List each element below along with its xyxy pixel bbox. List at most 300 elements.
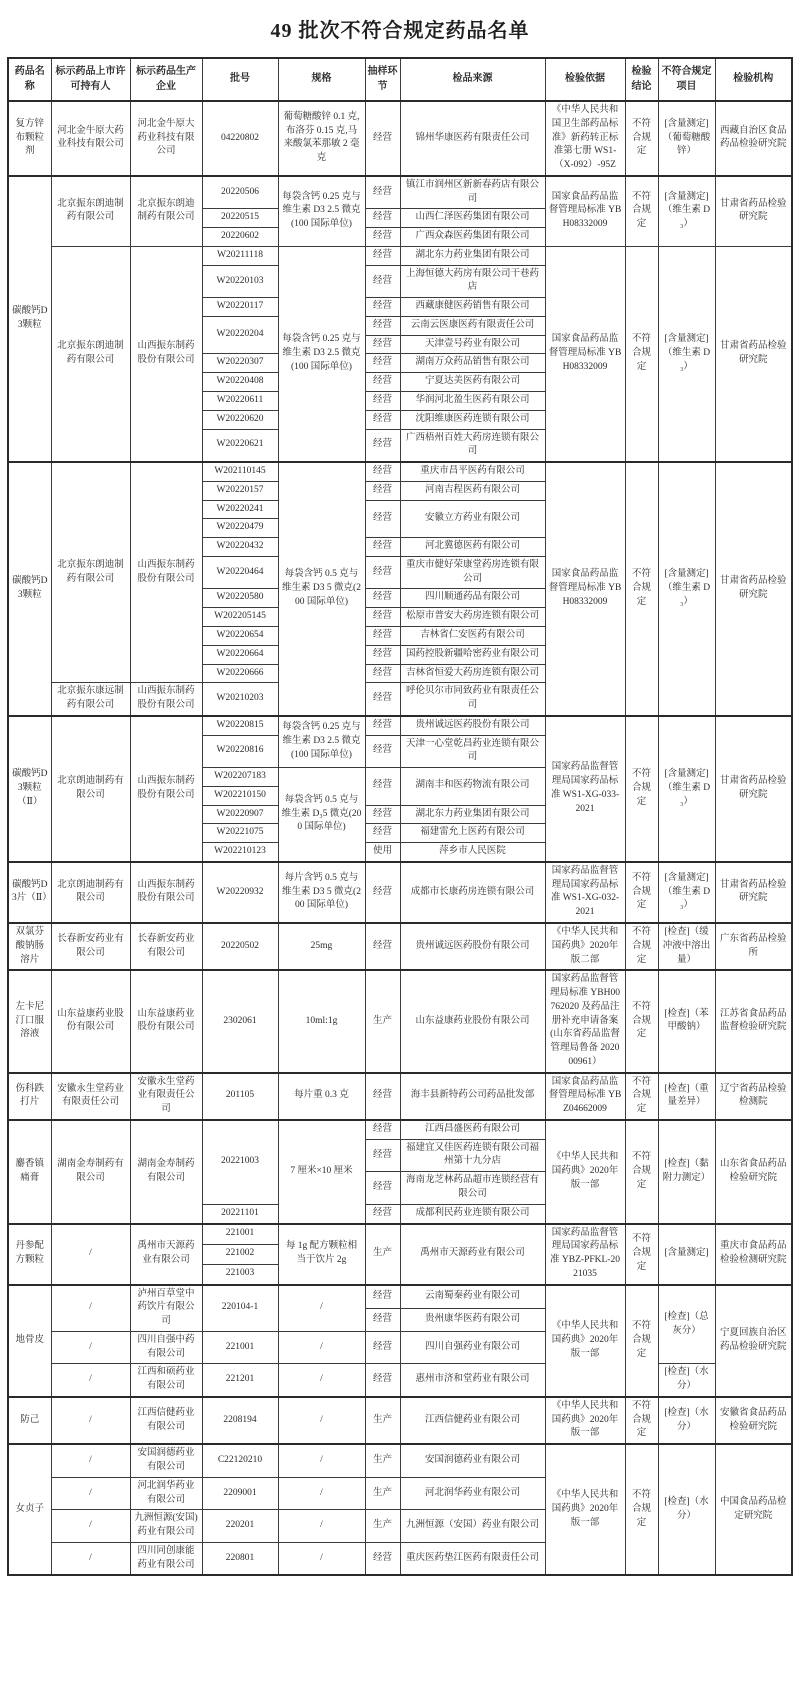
table-cell: 北京朗迪制药有限公司 — [51, 862, 130, 923]
table-cell: 经营 — [365, 481, 400, 500]
table-cell: 《中华人民共和国药典》2020年版二部 — [545, 923, 625, 970]
table-cell: W20220611 — [202, 392, 278, 411]
table-cell: 经营 — [365, 862, 400, 923]
table-cell: [含量测定]（维生素 D₃） — [658, 462, 715, 716]
table-cell: W20220103 — [202, 265, 278, 298]
table-cell: W20210203 — [202, 683, 278, 716]
table-cell: 04220802 — [202, 101, 278, 176]
table-cell: W20220666 — [202, 664, 278, 683]
table-row — [8, 1285, 792, 1309]
table-cell: 山东益康药业股份有限公司 — [130, 970, 202, 1072]
table-cell: 重庆市健好荣康堂药房连锁有限公司 — [400, 556, 545, 589]
table-cell: 丹参配方颗粒 — [8, 1224, 51, 1285]
table-cell: 左卡尼汀口服溶液 — [8, 970, 51, 1072]
table-cell: 长春新安药业有限公司 — [51, 923, 130, 970]
table-cell: 碳酸钙D3颗粒（Ⅱ） — [8, 716, 51, 862]
table-cell: [含量测定]（维生素 D₃） — [658, 176, 715, 247]
table-cell: [含量测定]（维生素 D₃） — [658, 716, 715, 862]
table-cell: 经营 — [365, 805, 400, 824]
table-cell: 女贞子 — [8, 1444, 51, 1575]
table-cell: 每片含钙 0.5 克与维生素 D3 5 微克(200 国际单位) — [278, 862, 365, 923]
page-bottom-margin — [0, 1576, 800, 1616]
table-row — [8, 176, 792, 209]
table-cell: [含量测定]（维生素 D₃） — [658, 862, 715, 923]
table-cell: 生产 — [365, 970, 400, 1072]
table-cell: 宁夏达美医药有限公司 — [400, 373, 545, 392]
table-cell: W20221075 — [202, 824, 278, 843]
table-cell: 禹州市天源药业有限公司 — [400, 1224, 545, 1285]
table-cell: 安徽永生堂药业有限责任公司 — [51, 1073, 130, 1120]
table-cell: 经营 — [365, 1308, 400, 1331]
table-cell: [含量测定] — [658, 1224, 715, 1285]
table-cell: 生产 — [365, 1224, 400, 1285]
table-cell: W20220479 — [202, 519, 278, 538]
table-cell: 经营 — [365, 1364, 400, 1397]
column-header-9: 检验结论 — [625, 58, 658, 101]
table-cell: W20220907 — [202, 805, 278, 824]
table-cell: 镇江市润州区新新春药店有限公司 — [400, 176, 545, 209]
table-cell: 20220506 — [202, 176, 278, 209]
table-cell: 伤科跌打片 — [8, 1073, 51, 1120]
table-cell: 重庆医药垫江医药有限责任公司 — [400, 1542, 545, 1575]
table-cell: 麝香镇痛膏 — [8, 1120, 51, 1224]
table-cell: [检查]（重量差异） — [658, 1073, 715, 1120]
table-cell: / — [278, 1477, 365, 1510]
table-cell: 国家药品监督管理局国家药品标准 YBZ-PFKL-2021035 — [545, 1224, 625, 1285]
table-cell: [检查]（水分） — [658, 1397, 715, 1444]
column-header-11: 检验机构 — [715, 58, 792, 101]
table-cell: 湖北东力药业集团有限公司 — [400, 805, 545, 824]
table-cell: / — [51, 1510, 130, 1543]
table-cell: W20220620 — [202, 410, 278, 429]
table-cell: 山东益康药业股份有限公司 — [400, 970, 545, 1072]
table-cell: 国家食品药品监督管理局标准 YBH08332009 — [545, 462, 625, 716]
table-cell: 经营 — [365, 354, 400, 373]
table-cell: 经营 — [365, 768, 400, 806]
table-cell: 复方锌布颗粒剂 — [8, 101, 51, 176]
table-cell: W202205145 — [202, 608, 278, 627]
table-cell: W20220307 — [202, 354, 278, 373]
table-cell: 每袋含钙 0.25 克与维生素 D3 2.5 微克(100 国际单位) — [278, 176, 365, 247]
table-cell: 云南蜀秦药业有限公司 — [400, 1285, 545, 1309]
table-cell: 北京朗迪制药有限公司 — [51, 716, 130, 862]
table-row — [8, 1224, 792, 1245]
table-cell: 每袋含钙 0.5 克与维生素 D₃5 微克(200 国际单位) — [278, 768, 365, 862]
table-cell: 经营 — [365, 1172, 400, 1205]
table-row — [8, 101, 792, 176]
table-cell: 湖南金寿制药有限公司 — [130, 1120, 202, 1224]
table-cell: W20220664 — [202, 645, 278, 664]
table-cell: 不符合规定 — [625, 176, 658, 247]
table-cell: / — [51, 1444, 130, 1477]
table-cell: 湖南金寿制药有限公司 — [51, 1120, 130, 1224]
column-header-6: 抽样环节 — [365, 58, 400, 101]
table-cell: 221003 — [202, 1264, 278, 1285]
table-cell: 经营 — [365, 645, 400, 664]
table-cell: W20220464 — [202, 556, 278, 589]
table-cell: 生产 — [365, 1477, 400, 1510]
table-cell: 云南云医康医药有限责任公司 — [400, 316, 545, 335]
table-cell: 碳酸钙D3颗粒 — [8, 462, 51, 716]
table-cell: 呼伦贝尔市同致药业有限责任公司 — [400, 683, 545, 716]
table-cell: 山西振东制药股份有限公司 — [130, 683, 202, 716]
table-cell: 25mg — [278, 923, 365, 970]
table-cell: 经营 — [365, 209, 400, 228]
table-cell: 不符合规定 — [625, 716, 658, 862]
table-cell: / — [51, 1542, 130, 1575]
table-cell: W20220241 — [202, 500, 278, 519]
table-cell: 不符合规定 — [625, 862, 658, 923]
table-cell: W202207183 — [202, 768, 278, 787]
table-cell: 经营 — [365, 626, 400, 645]
table-cell: 山西仁泽医药集团有限公司 — [400, 209, 545, 228]
header-row — [8, 58, 792, 101]
table-cell: 经营 — [365, 683, 400, 716]
table-cell: 江西和硕药业有限公司 — [130, 1364, 202, 1397]
table-row — [8, 1364, 792, 1397]
table-row — [8, 246, 792, 265]
table-cell: 2302061 — [202, 970, 278, 1072]
table-cell: 201105 — [202, 1073, 278, 1120]
table-cell: 安国润德药业有限公司 — [130, 1444, 202, 1477]
table-cell: W20220117 — [202, 298, 278, 317]
table-cell: 221001 — [202, 1224, 278, 1245]
table-row — [8, 970, 792, 1072]
table-cell: 经营 — [365, 246, 400, 265]
table-cell: 使用 — [365, 843, 400, 862]
table-cell: 四川自强中药有限公司 — [130, 1331, 202, 1364]
table-cell: 经营 — [365, 1139, 400, 1172]
table-cell: W20220204 — [202, 316, 278, 354]
table-cell: 双氯芬酸钠肠溶片 — [8, 923, 51, 970]
table-cell: 不符合规定 — [625, 101, 658, 176]
table-cell: 经营 — [365, 1073, 400, 1120]
table-row — [8, 462, 792, 481]
table-row — [8, 923, 792, 970]
table-cell: / — [278, 1397, 365, 1444]
table-cell: / — [51, 1397, 130, 1444]
table-cell: 20221003 — [202, 1120, 278, 1204]
table-cell: / — [51, 1285, 130, 1332]
table-cell: 经营 — [365, 392, 400, 411]
table-cell: 山西振东制药股份有限公司 — [130, 716, 202, 862]
table-cell: [含量测定]（葡萄糖酸锌） — [658, 101, 715, 176]
table-cell: 经营 — [365, 228, 400, 247]
table-cell: W20220157 — [202, 481, 278, 500]
table-cell: 不符合规定 — [625, 970, 658, 1072]
table-cell: / — [51, 1364, 130, 1397]
table-cell: 天津壹号药业有限公司 — [400, 335, 545, 354]
table-cell: 每袋含钙 0.5 克与维生素 D3 5 微克(200 国际单位) — [278, 462, 365, 716]
column-header-10: 不符合规定项目 — [658, 58, 715, 101]
table-cell: 河北冀德医药有限公司 — [400, 538, 545, 557]
table-cell: 国家食品药品监督管理局标准 YBH08332009 — [545, 176, 625, 247]
table-cell: W20211118 — [202, 246, 278, 265]
table-cell: 泸州百草堂中药饮片有限公司 — [130, 1285, 202, 1332]
table-cell: 松原市普安大药房连锁有限公司 — [400, 608, 545, 627]
table-cell: 不符合规定 — [625, 1285, 658, 1397]
table-cell: 国家食品药品监督管理局标准 YBH08332009 — [545, 246, 625, 462]
column-header-8: 检验依据 — [545, 58, 625, 101]
table-cell: 九洲恒源（安国）药业有限公司 — [400, 1510, 545, 1543]
table-cell: [检查]（苯甲酸钠） — [658, 970, 715, 1072]
table-cell: 西藏自治区食品药品检验研究院 — [715, 101, 792, 176]
table-cell: 安国润德药业有限公司 — [400, 1444, 545, 1477]
table-cell: W20220580 — [202, 589, 278, 608]
table-cell: 每袋含钙 0.25 克与维生素 D3 2.5 微克(100 国际单位) — [278, 716, 365, 768]
table-cell: 经营 — [365, 1542, 400, 1575]
table-row — [8, 862, 792, 923]
table-cell: 不符合规定 — [625, 1073, 658, 1120]
table-cell: 经营 — [365, 923, 400, 970]
table-cell: 经营 — [365, 410, 400, 429]
table-cell: 成都市长康药房连锁有限公司 — [400, 862, 545, 923]
table-cell: 安徽省食品药品检验研究院 — [715, 1397, 792, 1444]
table-cell: 2208194 — [202, 1397, 278, 1444]
table-body — [8, 101, 792, 1575]
table-cell: W20220408 — [202, 373, 278, 392]
table-cell: 华润河北盈生医药有限公司 — [400, 392, 545, 411]
table-cell: 不符合规定 — [625, 1224, 658, 1285]
table-cell: [含量测定]（维生素 D₃） — [658, 246, 715, 462]
table-cell: 天津一心堂乾昌药业连锁有限公司 — [400, 735, 545, 768]
table-cell: W20220932 — [202, 862, 278, 923]
table-cell: W20220816 — [202, 735, 278, 768]
column-header-1: 药品名称 — [8, 58, 51, 101]
table-cell: 安徽立方药业有限公司 — [400, 500, 545, 538]
table-cell: 221001 — [202, 1331, 278, 1364]
table-cell: 220801 — [202, 1542, 278, 1575]
table-cell: 甘肃省药品检验研究院 — [715, 716, 792, 862]
table-cell: 经营 — [365, 1331, 400, 1364]
table-cell: 不符合规定 — [625, 923, 658, 970]
table-cell: 广西梧州百姓大药房连锁有限公司 — [400, 429, 545, 462]
table-cell: 河北金牛原大药业科技有限公司 — [130, 101, 202, 176]
table-cell: / — [51, 1477, 130, 1510]
table-cell: 每片重 0.3 克 — [278, 1073, 365, 1120]
table-cell: 河北润华药业有限公司 — [400, 1477, 545, 1510]
table-cell: [检查]（水分） — [658, 1444, 715, 1575]
table-cell: / — [51, 1224, 130, 1285]
table-row — [8, 1120, 792, 1139]
table-cell: 国家药品监督管理局标准 YBH00762020 及药品注册补充申请备案(山东省药品监督管理局鲁备 202000961） — [545, 970, 625, 1072]
table-cell: 20220515 — [202, 209, 278, 228]
table-cell: 碳酸钙D3颗粒 — [8, 176, 51, 462]
table-cell: 重庆市食品药品检验检测研究院 — [715, 1224, 792, 1285]
table-cell: 惠州市济和堂药业有限公司 — [400, 1364, 545, 1397]
table-cell: 北京振东朗迪制药有限公司 — [51, 246, 130, 462]
table-cell: 山东省食品药品检验研究院 — [715, 1120, 792, 1224]
column-header-2: 标示药品上市许可持有人 — [51, 58, 130, 101]
table-cell: 江西昌盛医药有限公司 — [400, 1120, 545, 1139]
table-cell: 萍乡市人民医院 — [400, 843, 545, 862]
table-cell: 不符合规定 — [625, 246, 658, 462]
table-cell: 经营 — [365, 1204, 400, 1223]
table-cell: 《中华人民共和国药典》2020年版一部 — [545, 1285, 625, 1397]
table-cell: 《中华人民共和国卫生部药品标准》新药转正标准第七册 WS1-（X-092）-95Z — [545, 101, 625, 176]
drug-noncompliance-table — [7, 57, 793, 1576]
table-cell: W20220432 — [202, 538, 278, 557]
table-cell: 河北润华药业有限公司 — [130, 1477, 202, 1510]
table-cell: / — [278, 1331, 365, 1364]
table-cell: W202210123 — [202, 843, 278, 862]
table-cell: 吉林省恒爱大药房连锁有限公司 — [400, 664, 545, 683]
table-cell: 甘肃省药品检验研究院 — [715, 176, 792, 247]
table-cell: [检查]（黏附力测定） — [658, 1120, 715, 1224]
table-cell: / — [278, 1510, 365, 1543]
table-cell: 吉林省仁安医药有限公司 — [400, 626, 545, 645]
table-cell: 220201 — [202, 1510, 278, 1543]
table-cell: 山西振东制药股份有限公司 — [130, 246, 202, 462]
table-cell: 碳酸钙D3片（Ⅱ） — [8, 862, 51, 923]
table-cell: 20220502 — [202, 923, 278, 970]
table-cell: 沈阳维康医药连锁有限公司 — [400, 410, 545, 429]
table-cell: [检查]（水分） — [658, 1364, 715, 1397]
table-cell: 成都利民药业连锁有限公司 — [400, 1204, 545, 1223]
table-cell: 生产 — [365, 1510, 400, 1543]
table-cell: 防己 — [8, 1397, 51, 1444]
table-cell: 经营 — [365, 335, 400, 354]
table-cell: 宁夏回族自治区药品检验研究院 — [715, 1285, 792, 1397]
table-cell: 山西振东制药股份有限公司 — [130, 462, 202, 683]
table-cell: 经营 — [365, 373, 400, 392]
table-cell: 221201 — [202, 1364, 278, 1397]
table-cell: 西藏康健医药销售有限公司 — [400, 298, 545, 317]
table-cell: 《中华人民共和国药典》2020年版一部 — [545, 1444, 625, 1575]
table-cell: W202210150 — [202, 786, 278, 805]
table-cell: 海南龙芝林药品超市连锁经营有限公司 — [400, 1172, 545, 1205]
table-cell: 湖南万众药品销售有限公司 — [400, 354, 545, 373]
table-cell: 经营 — [365, 735, 400, 768]
table-cell: / — [278, 1542, 365, 1575]
table-cell: 不符合规定 — [625, 462, 658, 716]
table-cell: 不符合规定 — [625, 1444, 658, 1575]
table-cell: 江西信健药业有限公司 — [130, 1397, 202, 1444]
table-cell: W20220654 — [202, 626, 278, 645]
table-cell: 地骨皮 — [8, 1285, 51, 1397]
table-cell: 221002 — [202, 1244, 278, 1264]
table-cell: / — [278, 1444, 365, 1477]
page-title: 49 批次不符合规定药品名单 — [270, 20, 530, 42]
table-cell: 北京振东朗迪制药有限公司 — [51, 462, 130, 683]
table-cell: 经营 — [365, 589, 400, 608]
table-cell: [检查]（总灰分） — [658, 1285, 715, 1364]
table-cell: 广东省药品检验所 — [715, 923, 792, 970]
table-cell: / — [278, 1364, 365, 1397]
table-cell: 海丰县新特药公司药品批发部 — [400, 1073, 545, 1120]
table-cell: 经营 — [365, 556, 400, 589]
table-cell: 220104-1 — [202, 1285, 278, 1332]
table-cell: 河南吉程医药有限公司 — [400, 481, 545, 500]
table-cell: 不符合规定 — [625, 1120, 658, 1224]
table-cell: 锦州华康医药有限责任公司 — [400, 101, 545, 176]
table-cell: 《中华人民共和国药典》2020年版一部 — [545, 1397, 625, 1444]
table-cell: 贵州诚远医药股份有限公司 — [400, 716, 545, 735]
table-cell: 山西振东制药股份有限公司 — [130, 862, 202, 923]
table-cell: 广西众森医药集团有限公司 — [400, 228, 545, 247]
table-cell: 经营 — [365, 298, 400, 317]
column-header-5: 规格 — [278, 58, 365, 101]
table-cell: 20220602 — [202, 228, 278, 247]
table-cell: 北京振东朗迪制药有限公司 — [51, 176, 130, 247]
table-row — [8, 716, 792, 735]
table-cell: 经营 — [365, 1120, 400, 1139]
table-header — [8, 58, 792, 101]
table-cell: 甘肃省药品检验研究院 — [715, 246, 792, 462]
table-cell: 经营 — [365, 608, 400, 627]
table-cell: 禹州市天源药业有限公司 — [130, 1224, 202, 1285]
table-cell: 江苏省食品药品监督检验研究院 — [715, 970, 792, 1072]
table-cell: 上海恒德大药房有限公司干巷药店 — [400, 265, 545, 298]
table-cell: 经营 — [365, 500, 400, 538]
table-cell: 长春新安药业有限公司 — [130, 923, 202, 970]
column-header-7: 检品来源 — [400, 58, 545, 101]
table-cell: / — [278, 1285, 365, 1332]
table-cell: 甘肃省药品检验研究院 — [715, 862, 792, 923]
table-cell: 贵州康华医药有限公司 — [400, 1308, 545, 1331]
table-cell: 国家食品药品监督管理局标准 YBZ04662009 — [545, 1073, 625, 1120]
table-cell: 葡萄糖酸锌 0.1 克,布洛芬 0.15 克,马来酸氯苯那敏 2 毫克 — [278, 101, 365, 176]
table-cell: 重庆市昌平医药有限公司 — [400, 462, 545, 481]
table-cell: 四川自强药业有限公司 — [400, 1331, 545, 1364]
table-cell: 经营 — [365, 429, 400, 462]
table-cell: 四川顺通药品有限公司 — [400, 589, 545, 608]
table-cell: 10ml:1g — [278, 970, 365, 1072]
table-row — [8, 1073, 792, 1120]
table-cell: 不符合规定 — [625, 1397, 658, 1444]
table-cell: 经营 — [365, 176, 400, 209]
table-cell: 20221101 — [202, 1204, 278, 1223]
table-cell: 经营 — [365, 538, 400, 557]
table-cell: 经营 — [365, 101, 400, 176]
table-cell: W202110145 — [202, 462, 278, 481]
table-cell: 经营 — [365, 716, 400, 735]
table-cell: 河北金牛原大药业科技有限公司 — [51, 101, 130, 176]
column-header-3: 标示药品生产企业 — [130, 58, 202, 101]
table-cell: 每 1g 配方颗粒相当于饮片 2g — [278, 1224, 365, 1285]
table-cell: 国家药品监督管理局国家药品标准 WS1-XG-032-2021 — [545, 862, 625, 923]
table-cell: 四川同创康能药业有限公司 — [130, 1542, 202, 1575]
table-cell: 辽宁省药品检验检测院 — [715, 1073, 792, 1120]
table-cell: 湖南丰和医药物流有限公司 — [400, 768, 545, 806]
table-cell: 经营 — [365, 265, 400, 298]
table-cell: 经营 — [365, 824, 400, 843]
table-cell: 经营 — [365, 664, 400, 683]
table-cell: 安徽永生堂药业有限责任公司 — [130, 1073, 202, 1120]
table-cell: 7 厘米×10 厘米 — [278, 1120, 365, 1224]
table-cell: 北京振东朗迪制药有限公司 — [130, 176, 202, 247]
table-cell: / — [51, 1331, 130, 1364]
table-row — [8, 1397, 792, 1444]
column-header-4: 批号 — [202, 58, 278, 101]
table-cell: W20220815 — [202, 716, 278, 735]
table-cell: 《中华人民共和国药典》2020年版一部 — [545, 1120, 625, 1224]
table-cell: 经营 — [365, 1285, 400, 1309]
table-cell: 每袋含钙 0.25 克与维生素 D3 2.5 微克(100 国际单位) — [278, 246, 365, 462]
table-cell: 北京振东康远制药有限公司 — [51, 683, 130, 716]
table-cell: 贵州诚远医药股份有限公司 — [400, 923, 545, 970]
table-cell: 湖北东力药业集团有限公司 — [400, 246, 545, 265]
table-cell: 江西信健药业有限公司 — [400, 1397, 545, 1444]
table-cell: 生产 — [365, 1444, 400, 1477]
table-cell: 九洲恒源(安国)药业有限公司 — [130, 1510, 202, 1543]
table-cell: 甘肃省药品检验研究院 — [715, 462, 792, 716]
table-cell: 国药控股新疆哈密药业有限公司 — [400, 645, 545, 664]
table-cell: 经营 — [365, 462, 400, 481]
table-cell: 生产 — [365, 1397, 400, 1444]
table-cell: 经营 — [365, 316, 400, 335]
table-row — [8, 1444, 792, 1477]
